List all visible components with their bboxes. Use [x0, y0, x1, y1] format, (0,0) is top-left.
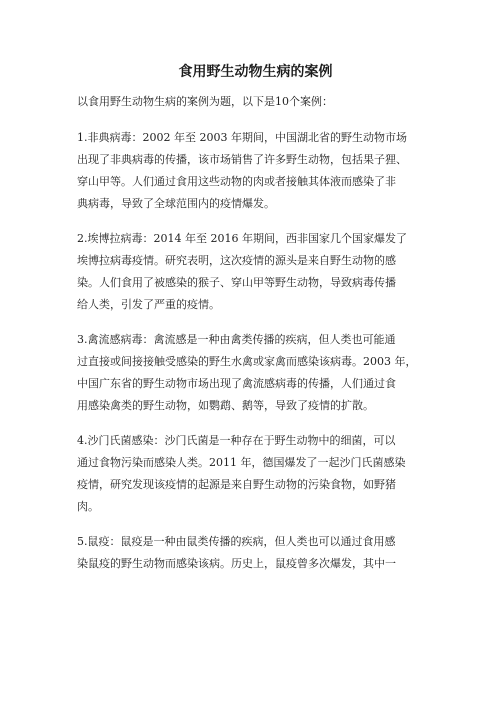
text-line: 疫情，研究发现该疫情的起源是来自野生动物的污染食物，如野猪	[77, 478, 396, 491]
intro-paragraph: 以食用野生动物生病的案例为题，以下是10个案例：	[77, 95, 333, 108]
text-line: 染。人们食用了被感染的猴子、穿山甲等野生动物，导致病毒传播	[77, 276, 396, 289]
text-line: 通过食物污染而感染人类。2011 年，德国爆发了一起沙门氏菌感染	[77, 456, 406, 469]
text-line: 肉。	[77, 500, 99, 513]
text-line: 典病毒，导致了全球范围内的疫情爆发。	[77, 197, 275, 210]
text-line: 埃博拉病毒疫情。研究表明，这次疫情的源头是来自野生动物的感	[77, 254, 396, 267]
case-paragraph-4	[77, 430, 428, 518]
text-line: 染鼠疫的野生动物而感染该病。历史上，鼠疫曾多次爆发，其中一	[77, 557, 396, 570]
case-paragraph-1	[77, 127, 428, 215]
document-title: 食用野生动物生病的案例	[178, 64, 333, 80]
case-paragraph-2	[77, 228, 428, 316]
text-line: 1.非典病毒：2002 年至 2003 年期间，中国湖北省的野生动物市场	[77, 131, 407, 144]
text-line: 中国广东省的野生动物市场出现了禽流感病毒的传播，人们通过食	[77, 377, 396, 390]
text-line: 给人类，引发了严重的疫情。	[77, 298, 220, 311]
text-line: 出现了非典病毒的传播，该市场销售了许多野生动物，包括果子狸、	[77, 153, 407, 166]
text-line: 3.禽流感病毒：禽流感是一种由禽类传播的疾病，但人类也可能通	[77, 333, 396, 346]
text-line: 用感染禽类的野生动物，如鹦鹉、鹅等，导致了疫情的扩散。	[77, 399, 374, 412]
text-line: 5.鼠疫：鼠疫是一种由鼠类传播的疾病，但人类也可以通过食用感	[77, 535, 396, 548]
text-line: 2.埃博拉病毒：2014 年至 2016 年期间，西非国家几个国家爆发了	[77, 232, 407, 245]
case-paragraph-3	[77, 329, 428, 417]
text-line: 穿山甲等。人们通过食用这些动物的肉或者接触其体液而感染了非	[77, 175, 396, 188]
text-line: 4.沙门氏菌感染：沙门氏菌是一种存在于野生动物中的细菌，可以	[77, 434, 396, 447]
case-paragraph-5	[77, 531, 428, 575]
text-line: 过直接或间接接触受感染的野生水禽或家禽而感染该病毒。2003 年，	[77, 355, 417, 368]
